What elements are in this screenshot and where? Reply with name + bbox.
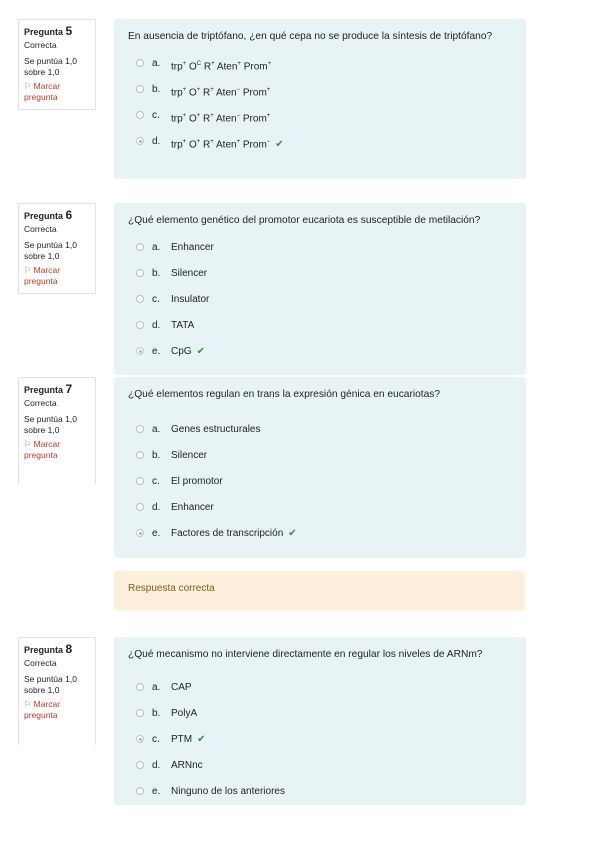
option-letter: a.: [152, 58, 161, 69]
radio-button[interactable]: [136, 477, 144, 485]
question-number-value: 8: [65, 642, 73, 656]
answer-option[interactable]: [128, 753, 526, 779]
question-text: ¿Qué mecanismo no interviene directamente en regular los niveles de ARNm?: [128, 649, 483, 660]
option-text: PolyA: [171, 708, 198, 719]
option-letter: c.: [152, 294, 160, 305]
option-letter: d.: [152, 760, 161, 771]
option-text: Genes estructurales: [171, 424, 261, 435]
option-label: CpG: [171, 346, 192, 357]
radio-button[interactable]: [136, 503, 144, 511]
answer-option[interactable]: [128, 675, 526, 701]
flag-label: Marcar pregunta: [24, 81, 61, 102]
flag-question-link[interactable]: [24, 439, 90, 461]
feedback-box: [114, 571, 525, 611]
option-text: trp+ O+ R+ Aten− Prom+: [171, 87, 271, 99]
option-label: PTM: [171, 734, 193, 745]
answer-option[interactable]: [128, 287, 526, 313]
radio-button-checked[interactable]: [136, 529, 144, 537]
radio-button[interactable]: [136, 425, 144, 433]
option-letter: e.: [152, 786, 161, 797]
radio-button-checked[interactable]: [136, 347, 144, 355]
question-text: En ausencia de triptófano, ¿en qué cepa no se produce la síntesis de triptófano?: [128, 31, 493, 42]
answer-option[interactable]: [128, 701, 526, 727]
flag-label: Marcar pregunta: [24, 699, 61, 720]
option-text: El promotor: [171, 476, 223, 487]
check-icon: ✔: [288, 528, 297, 539]
option-letter: b.: [152, 708, 161, 719]
answer-option-selected[interactable]: [128, 339, 526, 365]
option-letter: a.: [152, 242, 161, 253]
option-label: Factores de transcripción: [171, 528, 284, 539]
option-letter: b.: [152, 84, 161, 95]
option-letter: d.: [152, 136, 161, 147]
check-icon: ✔: [197, 734, 206, 745]
question-grade: Se puntúa 1,0 sobre 1,0: [24, 240, 77, 261]
option-text: Silencer: [171, 268, 208, 279]
radio-button[interactable]: [136, 761, 144, 769]
question-number: [24, 383, 90, 397]
option-letter: c.: [152, 110, 160, 121]
answer-option[interactable]: [128, 261, 526, 287]
question-info-6: [18, 203, 96, 294]
question-label: Pregunta: [24, 645, 64, 655]
question-text: ¿Qué elementos regulan en trans la expresión génica en eucariotas?: [128, 389, 441, 400]
option-text: CAP: [171, 682, 192, 693]
question-label: Pregunta: [24, 211, 64, 221]
option-text: trp+ O+ R+ Aten− Prom+: [171, 113, 271, 125]
answer-option[interactable]: [128, 77, 526, 103]
option-letter: a.: [152, 682, 161, 693]
option-text: [171, 339, 205, 365]
radio-button[interactable]: [136, 111, 144, 119]
radio-button[interactable]: [136, 85, 144, 93]
radio-button-checked[interactable]: [136, 735, 144, 743]
question-grade: Se puntúa 1,0 sobre 1,0: [24, 674, 77, 695]
check-icon: ✔: [275, 139, 284, 151]
question-number-value: 6: [65, 208, 73, 222]
question-number-value: 5: [65, 24, 73, 38]
option-text: TATA: [171, 320, 195, 331]
answer-option[interactable]: [128, 495, 526, 521]
option-letter: b.: [152, 268, 161, 279]
flag-label: Marcar pregunta: [24, 265, 61, 286]
answer-option[interactable]: [128, 779, 526, 805]
option-letter: d.: [152, 502, 161, 513]
option-letter: b.: [152, 450, 161, 461]
question-state: Correcta: [24, 398, 57, 408]
option-text: ARNnc: [171, 760, 203, 771]
question-number: [24, 643, 90, 657]
option-letter: e.: [152, 528, 161, 539]
flag-icon: ⚐: [24, 81, 32, 91]
answer-option[interactable]: [128, 235, 526, 261]
question-state: Correcta: [24, 40, 57, 50]
question-info-8: [18, 637, 96, 745]
flag-question-link[interactable]: [24, 699, 90, 721]
answer-option[interactable]: [128, 313, 526, 339]
answer-option[interactable]: [128, 51, 526, 77]
feedback-text: Respuesta correcta: [128, 583, 215, 594]
question-state: Correcta: [24, 658, 57, 668]
question-info-5: [18, 19, 96, 110]
flag-icon: ⚐: [24, 439, 32, 449]
answer-option[interactable]: [128, 103, 526, 129]
option-text: Ninguno de los anteriores: [171, 786, 285, 797]
question-text: ¿Qué elemento genético del promotor eucariota es susceptible de metilación?: [128, 215, 481, 226]
radio-button-checked[interactable]: [136, 137, 144, 145]
option-text: trp+ $O^C$ R+ Aten+ Prom+: [171, 61, 272, 73]
answer-option-selected[interactable]: [128, 727, 526, 753]
option-text: trp+ O+ R+ Aten+ Prom− ✔: [171, 139, 284, 151]
answer-option[interactable]: [128, 443, 526, 469]
radio-button[interactable]: [136, 269, 144, 277]
question-content-8: [114, 637, 526, 805]
check-icon: ✔: [196, 346, 205, 357]
option-letter: c.: [152, 734, 160, 745]
option-text: [171, 727, 206, 753]
flag-question-link[interactable]: [24, 81, 90, 103]
radio-button[interactable]: [136, 321, 144, 329]
radio-button[interactable]: [136, 243, 144, 251]
flag-question-link[interactable]: [24, 265, 90, 287]
radio-button[interactable]: [136, 787, 144, 795]
question-number: [24, 25, 90, 39]
answer-option[interactable]: [128, 469, 526, 495]
question-number-value: 7: [65, 382, 73, 396]
option-text: Insulator: [171, 294, 210, 305]
radio-button[interactable]: [136, 451, 144, 459]
option-text: [171, 521, 297, 547]
radio-button[interactable]: [136, 709, 144, 717]
question-content-5: [114, 19, 526, 179]
option-text: Enhancer: [171, 502, 214, 513]
question-number: [24, 209, 90, 223]
flag-icon: ⚐: [24, 699, 32, 709]
question-content-7: [114, 377, 526, 558]
answer-option-selected[interactable]: [128, 129, 526, 155]
option-text: Enhancer: [171, 242, 214, 253]
question-label: Pregunta: [24, 27, 64, 37]
answer-option-selected[interactable]: [128, 521, 526, 547]
question-state: Correcta: [24, 224, 57, 234]
answer-option[interactable]: [128, 417, 526, 443]
option-letter: e.: [152, 346, 161, 357]
radio-button[interactable]: [136, 683, 144, 691]
question-info-7: [18, 377, 96, 485]
option-text: Silencer: [171, 450, 208, 461]
question-grade: Se puntúa 1,0 sobre 1,0: [24, 56, 77, 77]
question-content-6: [114, 203, 526, 375]
question-label: Pregunta: [24, 385, 64, 395]
option-letter: c.: [152, 476, 160, 487]
option-letter: d.: [152, 320, 161, 331]
radio-button[interactable]: [136, 295, 144, 303]
option-letter: a.: [152, 424, 161, 435]
flag-label: Marcar pregunta: [24, 439, 61, 460]
flag-icon: ⚐: [24, 265, 32, 275]
question-grade: Se puntúa 1,0 sobre 1,0: [24, 414, 77, 435]
radio-button[interactable]: [136, 59, 144, 67]
